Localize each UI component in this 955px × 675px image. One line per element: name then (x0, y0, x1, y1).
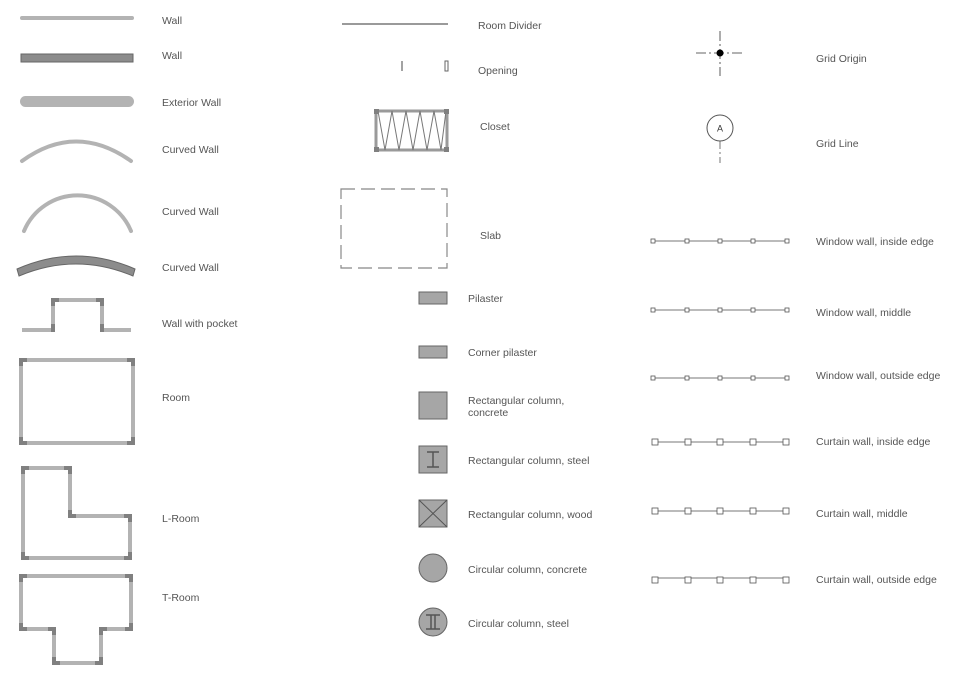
shape-window-wall-inside[interactable] (651, 239, 789, 243)
shape-circ-column-concrete[interactable] (419, 554, 447, 582)
shape-curved-wall-3[interactable] (17, 256, 135, 276)
shape-curtain-wall-inside[interactable] (652, 439, 789, 445)
shape-wall-filled[interactable] (21, 54, 133, 62)
shape-slab[interactable] (341, 189, 447, 268)
label-window-wall-inside: Window wall, inside edge (816, 236, 934, 248)
label-grid-origin: Grid Origin (816, 53, 867, 65)
label-wall-with-pocket: Wall with pocket (162, 318, 238, 330)
shape-grid-line[interactable] (707, 115, 733, 163)
shape-window-wall-middle[interactable] (651, 308, 789, 312)
shape-l-room[interactable] (23, 468, 130, 558)
shape-rect-column-wood[interactable] (419, 500, 447, 527)
label-window-wall-middle: Window wall, middle (816, 307, 912, 319)
label-curved-wall-1: Curved Wall (162, 144, 219, 156)
grid-line-marker-text: A (716, 123, 724, 134)
label-wall-1: Wall (162, 15, 183, 27)
shape-opening[interactable] (402, 61, 448, 71)
label-rect-column-concrete-line2: concrete (468, 407, 509, 419)
shape-room[interactable] (21, 360, 133, 443)
shape-corner-pilaster[interactable] (419, 346, 447, 358)
label-l-room: L-Room (162, 513, 200, 525)
shape-exterior-wall[interactable] (20, 96, 134, 107)
label-curved-wall-2: Curved Wall (162, 206, 219, 218)
label-t-room: T-Room (162, 592, 200, 604)
shape-curved-wall-1[interactable] (22, 142, 131, 162)
label-exterior-wall: Exterior Wall (162, 97, 222, 109)
shape-rect-column-concrete[interactable] (419, 392, 447, 419)
label-room-divider: Room Divider (478, 20, 542, 32)
label-rect-column-steel: Rectangular column, steel (468, 455, 590, 467)
label-window-wall-outside: Window wall, outside edge (816, 370, 941, 382)
shape-pilaster[interactable] (419, 292, 447, 304)
shape-window-wall-outside[interactable] (651, 376, 789, 380)
shape-t-room[interactable] (21, 576, 131, 663)
label-circ-column-steel: Circular column, steel (468, 618, 569, 630)
shape-curtain-wall-outside[interactable] (652, 577, 789, 583)
label-room: Room (162, 392, 191, 404)
label-rect-column-concrete-line1: Rectangular column, (468, 395, 565, 407)
shape-grid-origin[interactable] (696, 31, 744, 76)
shape-rect-column-steel[interactable] (419, 446, 447, 473)
label-circ-column-concrete: Circular column, concrete (468, 564, 588, 576)
shape-circ-column-steel[interactable] (419, 608, 447, 636)
label-corner-pilaster: Corner pilaster (468, 347, 537, 359)
label-grid-line: Grid Line (816, 138, 859, 150)
shape-curved-wall-2[interactable] (24, 195, 131, 231)
shape-wall-with-pocket[interactable] (22, 298, 131, 332)
label-curtain-wall-outside: Curtain wall, outside edge (816, 574, 937, 586)
label-slab: Slab (480, 230, 502, 242)
label-wall-2: Wall (162, 50, 183, 62)
label-rect-column-wood: Rectangular column, wood (468, 509, 593, 521)
label-curved-wall-3: Curved Wall (162, 262, 219, 274)
label-opening: Opening (478, 65, 518, 77)
label-curtain-wall-inside: Curtain wall, inside edge (816, 436, 931, 448)
shape-curtain-wall-middle[interactable] (652, 508, 789, 514)
shape-closet[interactable] (374, 109, 449, 152)
label-curtain-wall-middle: Curtain wall, middle (816, 508, 908, 520)
label-pilaster: Pilaster (468, 293, 504, 305)
label-closet: Closet (480, 121, 510, 133)
